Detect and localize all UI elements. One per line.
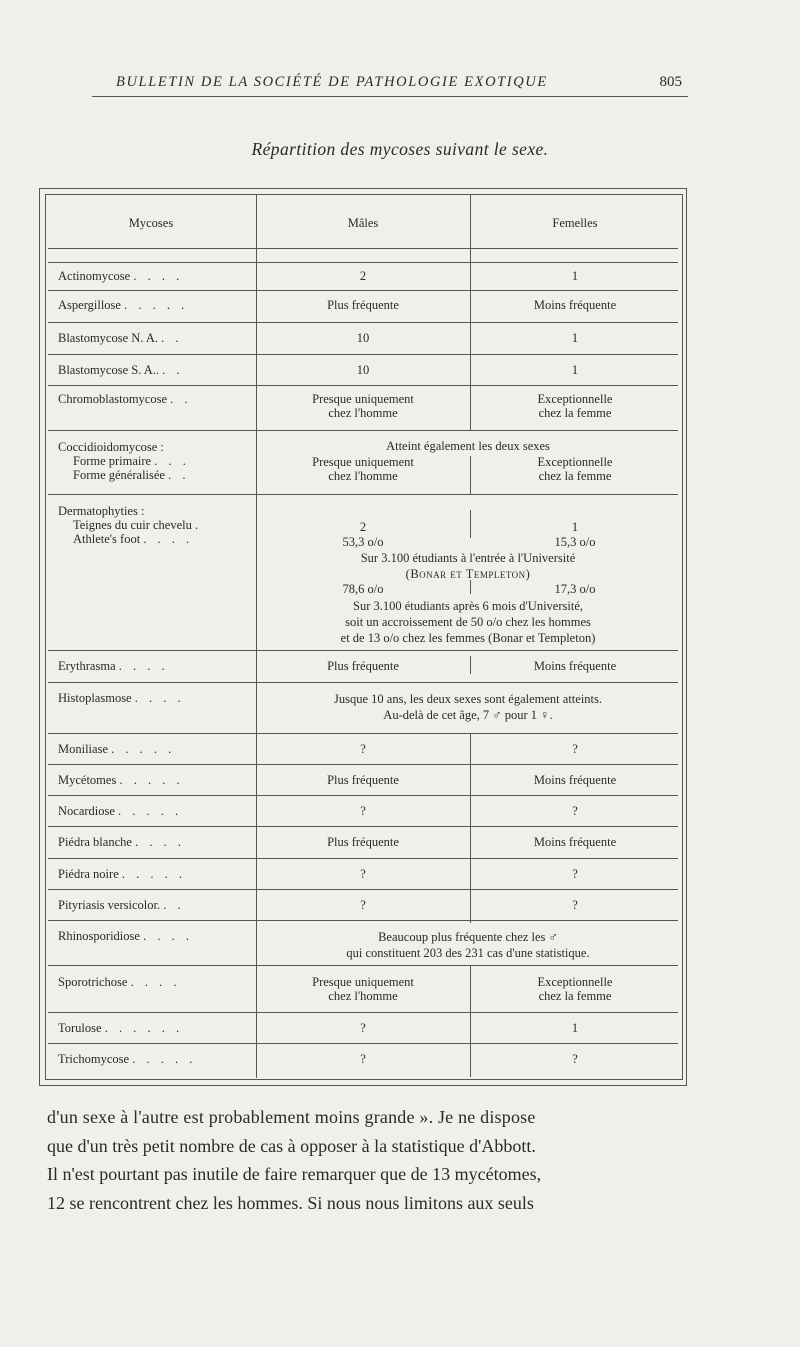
leader-dots: . . . . [143,532,194,546]
mycosis-name: Moniliase [58,742,108,756]
spanning-note: qui constituent 203 des 231 cas d'une statistique. [346,946,590,960]
spanning-note: Beaucoup plus fréquente chez les ♂ [378,930,558,944]
rule [48,826,678,827]
male-value: 10 [356,331,370,345]
female-value: ? [572,867,578,881]
mycosis-name: Actinomycose [58,269,131,283]
mycosis-name: Histoplasmose [58,691,132,705]
mycosis-name: Trichomycose [58,1052,130,1066]
study-note: et de 13 o/o chez les femmes (Bonar et Templeton) [340,631,596,645]
male-value: Plus fréquente [327,659,399,673]
female-value: Moins fréquente [533,659,617,673]
rule-header [48,248,678,249]
body-line: Il n'est pourtant pas inutile de faire remarquer que de 13 mycétomes, [47,1164,542,1184]
rule [48,322,678,323]
leader-dots: . . . . [134,691,185,705]
female-value: ? [572,804,578,818]
column-divider-2b [470,456,471,494]
spanning-note: Au-delà de cet âge, 7 ♂ pour 1 ♀. [383,708,553,722]
male-line: Presque uniquement [312,975,414,989]
rule [48,889,678,890]
rule [48,795,678,796]
mycosis-name: Rhinosporidiose [58,929,140,943]
male-line: Presque uniquement [312,392,414,406]
leader-dots: . [195,518,203,532]
leader-dots: . . . . [143,929,193,943]
rule [48,1012,678,1013]
leader-dots: . . . . . [119,773,184,787]
mini-divider [470,580,471,594]
male-value: ? [360,804,366,818]
female-line: chez la femme [538,989,612,1003]
male-line: chez l'homme [328,406,398,420]
sub-form-name: Teignes du cuir chevelu [73,518,192,532]
sub-form-name: Forme primaire [73,454,152,468]
column-divider-2c [470,510,471,538]
running-header [92,74,688,97]
rule [48,764,678,765]
female-value: Moins fréquente [533,298,617,312]
column-divider-2d [470,733,471,923]
female-line: chez la femme [538,406,612,420]
rule [48,385,678,386]
leader-dots: . . . . [133,269,184,283]
rule [48,733,678,734]
journal-title: BULLETIN DE LA SOCIÉTÉ DE PATHOLOGIE EXOTIQUE [116,74,548,90]
female-value: ? [572,742,578,756]
mycosis-name: Torulose [58,1021,102,1035]
female-line: Exceptionnelle [537,975,613,989]
mini-divider [470,656,471,674]
rule [48,650,678,651]
male-line: chez l'homme [328,989,398,1003]
sub-form-name: Athlete's foot [73,532,141,546]
leader-dots: . . . . [118,659,169,673]
male-value: ? [360,1021,366,1035]
rule [48,354,678,355]
column-divider-1 [256,194,257,1078]
sub-form-name: Forme généralisée [73,468,165,482]
study-note: Sur 3.100 étudiants à l'entrée à l'Université [360,551,576,565]
mycosis-name: Nocardiose [58,804,115,818]
spanning-note: Jusque 10 ans, les deux sexes sont également atteints. [334,692,602,706]
mycosis-name: Blastomycose N. A. [58,331,158,345]
female-value [472,392,678,420]
leader-dots: . . . . . [124,298,189,312]
rule [48,290,678,291]
mycosis-name: Piédra noire [58,867,119,881]
study-note: soit un accroissement de 50 o/o chez les hommes [345,615,591,629]
spanning-note: Atteint également les deux sexes [386,439,550,453]
table-caption: Répartition des mycoses suivant le sexe. [251,139,549,159]
male-line: chez l'homme [328,469,398,483]
mycosis-name: Dermatophyties : [58,504,145,518]
male-value: Plus fréquente [327,298,399,312]
mycosis-name: Piédra blanche [58,835,132,849]
mycosis-name: Sporotrichose [58,975,128,989]
leader-dots: . . . . . . [104,1021,184,1035]
header-males: Mâles [347,216,379,230]
male-value: ? [360,742,366,756]
body-line: 12 se rencontrent chez les hommes. Si nous nous limitons aux seuls [47,1192,534,1213]
mycosis-name: Coccidioidomycose : [58,440,164,454]
column-divider-2e [470,965,471,1077]
study-note: Sur 3.100 étudiants après 6 mois d'Université, [353,599,583,613]
female-line: chez la femme [538,469,612,483]
female-line: Exceptionnelle [537,455,613,469]
male-line: Presque uniquement [312,455,414,469]
male-value [258,975,468,1003]
male-value: 78,6 o/o [342,582,384,596]
rule [48,920,678,921]
leader-dots: . . . [154,454,190,468]
leader-dots: . . . . . [132,1052,197,1066]
female-value: 1 [571,520,579,534]
male-value: Plus fréquente [327,773,399,787]
rule [48,965,678,966]
leader-dots: . . [168,468,190,482]
body-paragraph [47,1103,687,1217]
rule [48,262,678,263]
leader-dots: . . [163,898,185,912]
female-value: ? [572,1052,578,1066]
mycosis-name: Pityriasis versicolor. [58,898,161,912]
male-value: 2 [359,520,367,534]
authors-note: (Bonar et Templeton) [405,567,531,581]
leader-dots: . . [161,331,183,345]
page-number: 805 [659,74,682,90]
male-value: ? [360,1052,366,1066]
male-value: ? [360,898,366,912]
male-value: 10 [356,363,370,377]
female-value: Moins fréquente [533,835,617,849]
male-value [258,392,468,420]
leader-dots: . . . . . [118,804,183,818]
female-value: 15,3 o/o [554,535,596,549]
female-value [472,975,678,1003]
mycosis-name: Blastomycose S. A.. [58,363,160,377]
female-value: 1 [571,363,579,377]
leader-dots: . . . . [135,835,185,849]
body-line: d'un sexe à l'autre est probablement moins grande ». Je ne dispose [47,1107,536,1127]
male-value: ? [360,867,366,881]
leader-dots: . . . . [130,975,181,989]
leader-dots: . . [170,392,192,406]
male-value: 2 [359,269,367,283]
male-value [258,455,468,483]
rule [48,494,678,495]
female-line: Exceptionnelle [537,392,613,406]
female-value: 1 [571,1021,579,1035]
female-value: 1 [571,331,579,345]
column-divider-2 [470,194,471,430]
mycosis-name: Mycétomes [58,773,117,787]
rule [48,1043,678,1044]
leader-dots: . . . . . [111,742,176,756]
male-value: 53,3 o/o [342,535,384,549]
body-line: que d'un très petit nombre de cas à opposer à la statistique d'Abbott. [47,1135,536,1156]
header-mycoses: Mycoses [128,216,174,230]
leader-dots: . . . . . [121,867,186,881]
female-value: ? [572,898,578,912]
mycosis-name: Aspergillose [58,298,121,312]
leader-dots: . . [162,363,184,377]
rule [48,858,678,859]
mycosis-name: Erythrasma [58,659,116,673]
female-value [472,455,678,483]
female-value: Moins fréquente [533,773,617,787]
mycosis-name: Chromoblastomycose [58,392,168,406]
rule [48,682,678,683]
rule [48,430,678,431]
female-value: 1 [571,269,579,283]
male-value: Plus fréquente [327,835,399,849]
female-value: 17,3 o/o [554,582,596,596]
header-females: Femelles [552,216,598,230]
